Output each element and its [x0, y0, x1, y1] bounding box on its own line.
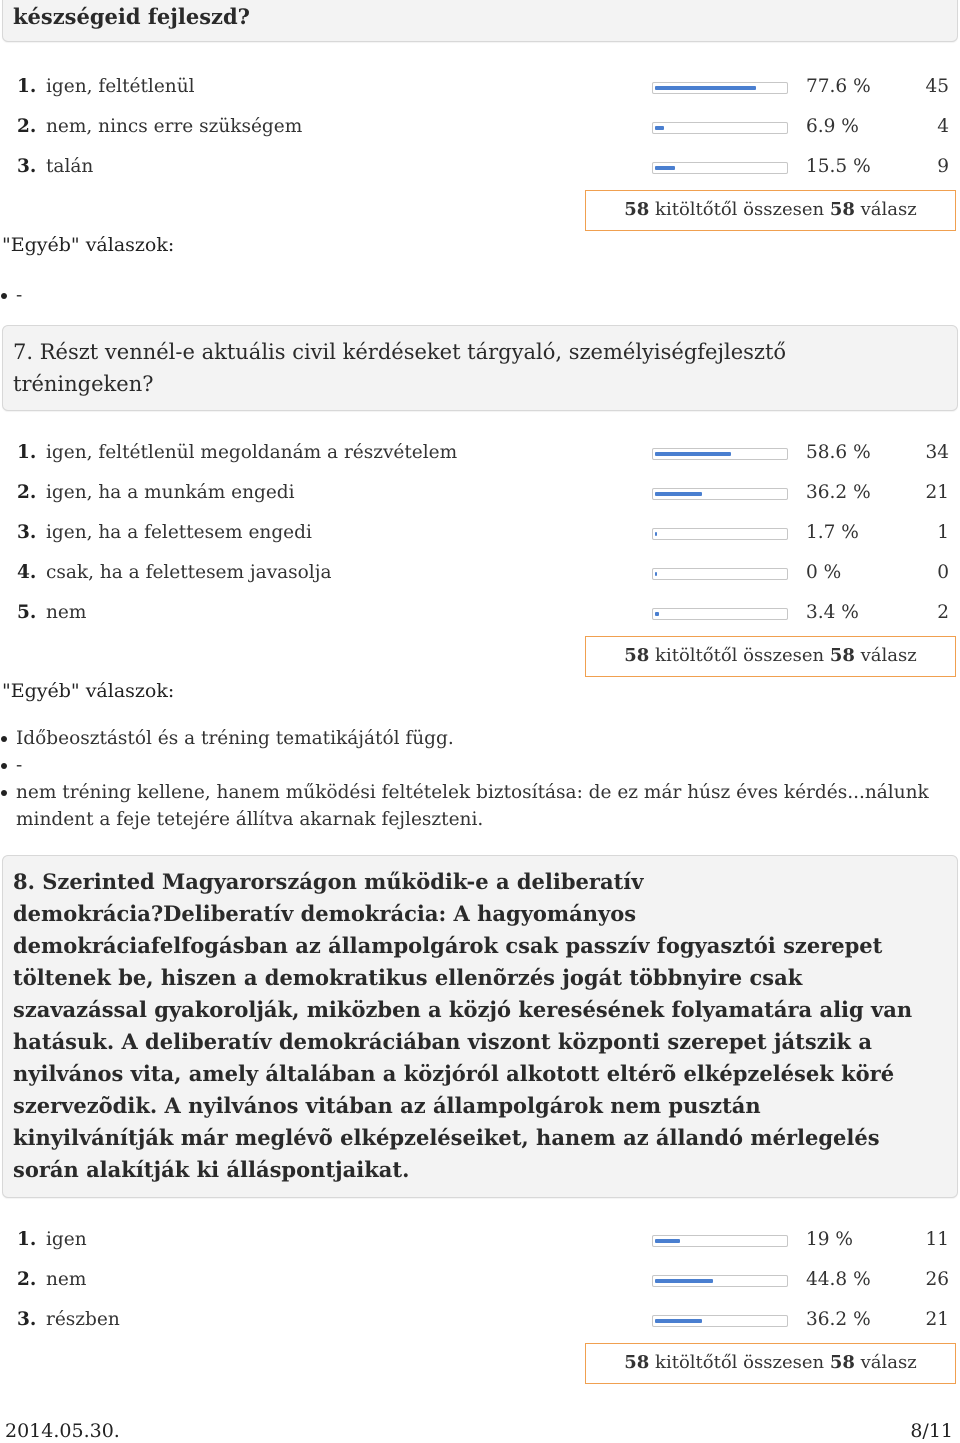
percent-bar-fill [655, 452, 731, 456]
answer-number: 2. [17, 482, 37, 503]
answer-row [0, 1220, 960, 1260]
answer-row [0, 147, 960, 187]
answer-count: 21 [925, 1309, 949, 1330]
answer-number: 5. [17, 602, 37, 623]
percent-bar-fill [655, 126, 664, 130]
answer-count: 11 [925, 1229, 949, 1250]
question-7-title-line: tréningeken? [13, 372, 154, 396]
answer-label: igen, ha a felettesem engedi [46, 522, 312, 543]
answer-count: 34 [925, 442, 949, 463]
other-answers-heading: "Egyéb" válaszok: [2, 234, 175, 256]
percent-bar-fill [655, 532, 657, 536]
percent-bar-fill [655, 86, 756, 90]
summary-text-tail: válasz [854, 199, 917, 220]
answer-label: csak, ha a felettesem javasolja [46, 562, 332, 583]
answer-number: 4. [17, 562, 37, 583]
answer-count: 9 [937, 156, 949, 177]
summary-text: kitöltőtől összesen [649, 199, 830, 220]
question-6-box [2, 0, 958, 42]
answer-count: 45 [925, 76, 949, 97]
question-7-answers [0, 433, 960, 633]
list-item [0, 282, 960, 309]
other-answers-list [0, 282, 960, 309]
answer-number: 3. [17, 156, 37, 177]
answer-count: 1 [937, 522, 949, 543]
answer-percent: 36.2 % [806, 1309, 871, 1330]
response-summary [585, 636, 956, 677]
bullet-icon [1, 293, 7, 299]
percent-bar [652, 162, 788, 174]
question-8-title-line: 8. Szerinted Magyarországon működik-e a deliberatív [13, 869, 644, 894]
percent-bar [652, 528, 788, 540]
answer-row [0, 107, 960, 147]
answer-percent: 6.9 % [806, 116, 859, 137]
question-6-title: készségeid fejleszd? [13, 4, 250, 29]
question-6-answers [0, 67, 960, 187]
percent-bar-fill [655, 1319, 702, 1323]
percent-bar [652, 82, 788, 94]
answer-percent: 1.7 % [806, 522, 859, 543]
answer-number: 1. [17, 76, 37, 97]
percent-bar [652, 488, 788, 500]
answer-number: 3. [17, 522, 37, 543]
respondent-count: 58 [624, 645, 650, 666]
answer-total: 58 [829, 1352, 855, 1373]
response-summary [585, 190, 956, 231]
answer-number: 1. [17, 442, 37, 463]
answer-count: 0 [937, 562, 949, 583]
list-item [0, 752, 960, 779]
answer-count: 21 [925, 482, 949, 503]
answer-row [0, 433, 960, 473]
summary-text: kitöltőtől összesen [649, 645, 830, 666]
percent-bar [652, 568, 788, 580]
response-summary [585, 1343, 956, 1384]
list-item [0, 725, 960, 752]
answer-count: 26 [925, 1269, 949, 1290]
summary-text: kitöltőtől összesen [649, 1352, 830, 1373]
answer-percent: 58.6 % [806, 442, 871, 463]
answer-label: részben [46, 1309, 120, 1330]
respondent-count: 58 [624, 1352, 650, 1373]
question-8-answers [0, 1220, 960, 1340]
answer-row [0, 1300, 960, 1340]
answer-count: 4 [937, 116, 949, 137]
bullet-icon [1, 790, 7, 796]
answer-total: 58 [829, 645, 855, 666]
answer-number: 3. [17, 1309, 37, 1330]
question-8-title-line: demokráciafelfogásban az állampolgárok csak passzív fogyasztói szerepet [13, 933, 883, 958]
answer-number: 2. [17, 116, 37, 137]
answer-percent: 36.2 % [806, 482, 871, 503]
question-8-title-line: során alakítják ki álláspontjaikat. [13, 1157, 410, 1182]
percent-bar-fill [655, 1279, 713, 1283]
answer-percent: 19 % [806, 1229, 853, 1250]
answer-percent: 0 % [806, 562, 842, 583]
other-answers-heading: "Egyéb" válaszok: [2, 680, 175, 702]
percent-bar-fill [655, 492, 702, 496]
page-number: 8/11 [910, 1420, 953, 1442]
question-8-title-line: töltenek be, hiszen a demokratikus ellenõrzés jogát többnyire csak [13, 965, 803, 990]
answer-row [0, 67, 960, 107]
other-answers-list [0, 725, 960, 833]
question-8-title-line: demokrácia?Deliberatív demokrácia: A hagyományos [13, 901, 637, 926]
percent-bar-fill [655, 1239, 680, 1243]
answer-number: 2. [17, 1269, 37, 1290]
question-8-title-line: szavazással gyakorolják, miközben a közjó keresésének folyamatára alig van [13, 997, 913, 1022]
list-item-text: nem tréning kellene, hanem működési feltételek biztosítása: de ez már húsz éves kérdés...nálunk [16, 782, 929, 803]
answer-label: igen [46, 1229, 87, 1250]
print-date: 2014.05.30. [5, 1420, 120, 1442]
answer-label: talán [46, 156, 94, 177]
answer-label: igen, ha a munkám engedi [46, 482, 295, 503]
summary-text-tail: válasz [854, 645, 917, 666]
list-item-text: - [16, 285, 23, 306]
answer-row [0, 553, 960, 593]
percent-bar [652, 1235, 788, 1247]
percent-bar [652, 608, 788, 620]
answer-label: igen, feltétlenül [46, 76, 195, 97]
question-8-title-line: kinyilvánítják már meglévõ elképzeléseiket, hanem az állandó mérlegelés [13, 1125, 880, 1150]
question-8-box [2, 855, 958, 1198]
answer-percent: 44.8 % [806, 1269, 871, 1290]
question-8-title-line: szervezõdik. A nyilvános vitában az állampolgárok nem pusztán [13, 1093, 761, 1118]
list-item [0, 779, 960, 833]
answer-row [0, 513, 960, 553]
question-8-title-line: nyilvános vita, amely általában a közjóról alkotott eltérõ elképzelések köré [13, 1061, 895, 1086]
list-item-text: Időbeosztástól és a tréning tematikájától függ. [16, 728, 454, 749]
answer-label: nem [46, 1269, 87, 1290]
percent-bar [652, 122, 788, 134]
answer-label: igen, feltétlenül megoldanám a részvételem [46, 442, 458, 463]
list-item-text-continued: mindent a feje tetejére állítva akarnak fejleszteni. [16, 809, 484, 830]
percent-bar [652, 448, 788, 460]
bullet-icon [1, 736, 7, 742]
answer-number: 1. [17, 1229, 37, 1250]
respondent-count: 58 [624, 199, 650, 220]
bullet-icon [1, 763, 7, 769]
question-7-box [2, 325, 958, 411]
answer-label: nem, nincs erre szükségem [46, 116, 303, 137]
answer-row [0, 1260, 960, 1300]
answer-row [0, 473, 960, 513]
answer-percent: 77.6 % [806, 76, 871, 97]
percent-bar-fill [655, 166, 675, 170]
answer-percent: 15.5 % [806, 156, 871, 177]
percent-bar [652, 1315, 788, 1327]
percent-bar-fill [655, 572, 657, 576]
answer-total: 58 [829, 199, 855, 220]
percent-bar-fill [655, 612, 659, 616]
question-7-title-line: 7. Részt vennél-e aktuális civil kérdéseket tárgyaló, személyiségfejlesztő [13, 340, 787, 364]
list-item-text: - [16, 755, 23, 776]
answer-percent: 3.4 % [806, 602, 859, 623]
percent-bar [652, 1275, 788, 1287]
answer-label: nem [46, 602, 87, 623]
question-8-title-line: hatásuk. A deliberatív demokráciában viszont központi szerepet játszik a [13, 1029, 873, 1054]
answer-row [0, 593, 960, 633]
summary-text-tail: válasz [854, 1352, 917, 1373]
answer-count: 2 [937, 602, 949, 623]
